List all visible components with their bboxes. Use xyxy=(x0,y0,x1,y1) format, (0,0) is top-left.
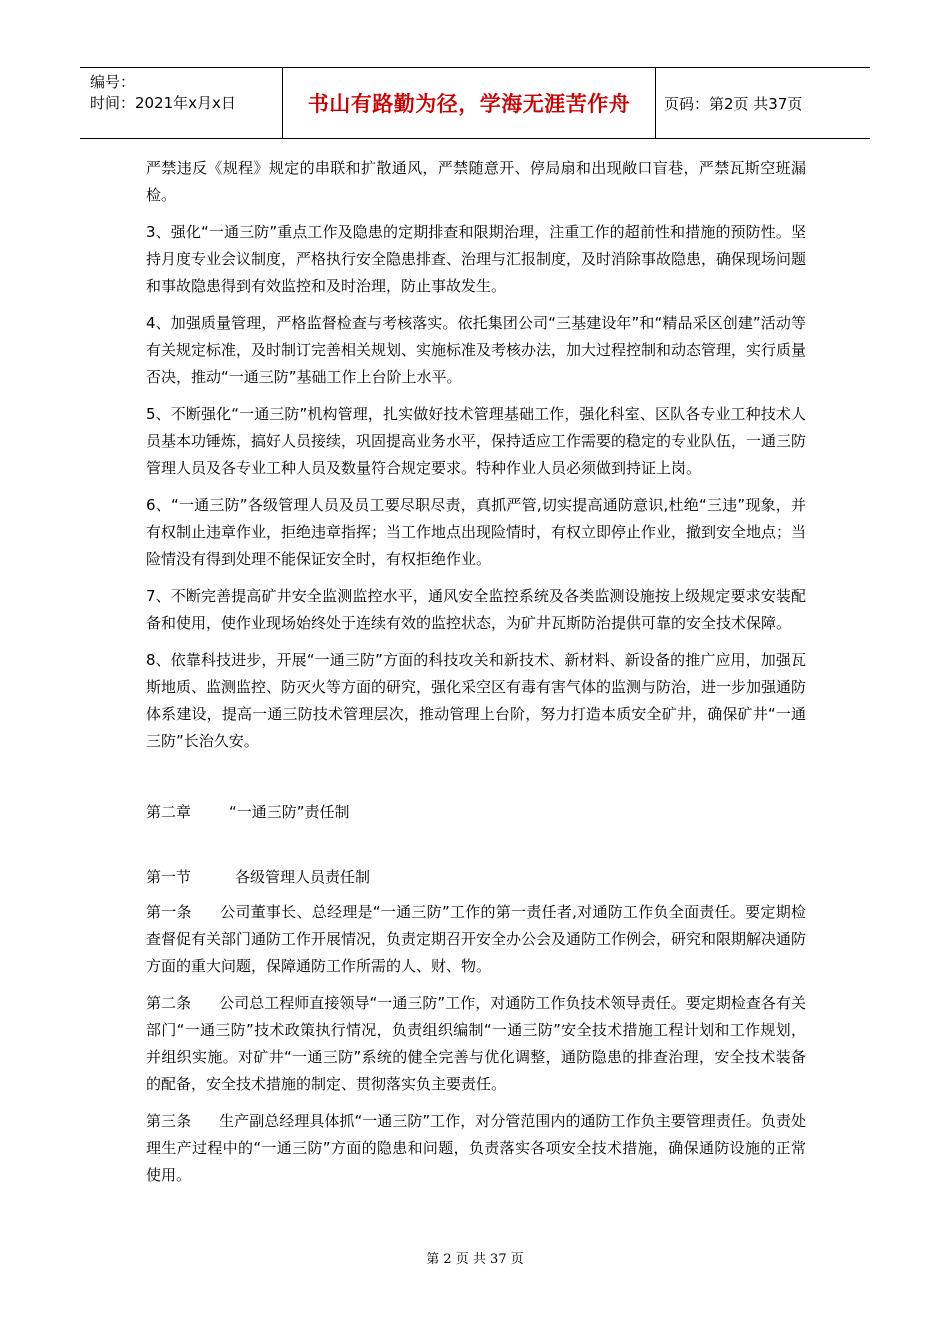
paragraph: 5、不断强化“一通三防”机构管理，扎实做好技术管理基础工作，强化科室、区队各专业工种技术人员基本功锤炼，搞好人员接续，巩固提高业务水平，保持适应工作需要的稳定的专业队伍，一通三防管理人员及各专业工种人员及数量符合规定要求。特种作业人员必须做到持证上岗。 xyxy=(146,405,807,477)
paragraph: 4、加强质量管理，严格监督检查与考核落实。依托集团公司“三基建设年”和“精品采区创建”活动等有关规定标准，及时制订完善相关规划、实施标准及考核办法，加大过程控制和动态管理，实行质量否决，推动“一通三防”基础工作上台阶上水平。 xyxy=(146,314,807,386)
paragraph: 7、不断完善提高矿井安全监测监控水平，通风安全监控系统及各类监测设施按上级规定要求安装配备和使用，使作业现场始终处于连续有效的监控状态，为矿井瓦斯防治提供可靠的安全技术保障。 xyxy=(146,587,806,632)
page-header xyxy=(80,67,870,139)
chapter-number: 第二章 xyxy=(146,803,192,821)
page-footer: 第 2 页 共 37 页 xyxy=(426,1252,524,1267)
section-heading xyxy=(146,864,806,891)
header-motto: 书山有路勤为径，学海无涯苦作舟 xyxy=(307,92,631,116)
article-text: 生产副总经理具体抓“一通三防”工作，对分管范围内的通防工作负主要管理责任。负责处理生产过程中的“一通三防”方面的隐患和问题，负责落实各项安全技术措施，确保通防设施的正常使用。 xyxy=(146,1112,806,1184)
header-page-info-cell xyxy=(656,68,870,138)
header-meta xyxy=(80,68,283,138)
article-number: 第三条 xyxy=(146,1112,192,1130)
article-text: 公司总工程师直接领导“一通三防”工作，对通防工作负技术领导责任。要定期检查各有关部门“一通三防”技术政策执行情况，负责组织编制“一通三防”安全技术措施工程计划和工作规划，并组织实施。对矿井“一通三防”系统的健全完善与优化调整，通防隐患的排查治理，安全技术装备的配备，安全技术措施的制定、贯彻落实负主要责任。 xyxy=(146,994,806,1093)
paragraph: 8、依靠科技进步，开展“一通三防”方面的科技攻关和新技术、新材料、新设备的推广应用，加强瓦斯地质、监测监控、防灭火等方面的研究，强化采空区有毒有害气体的监测与防治，进一步加强通防体系建设，提高一通三防技术管理层次，推动管理上台阶，努力打造本质安全矿井，确保矿井“一通三防”长治久安。 xyxy=(146,651,807,750)
article-number: 第二条 xyxy=(146,994,192,1012)
article-text: 公司董事长、总经理是“一通三防”工作的第一责任者,对通防工作负全面责任。要定期检查督促有关部门通防工作开展情况，负责定期召开安全办公会及通防工作例会，研究和限期解决通防方面的重大问题，保障通防工作所需的人、财、物。 xyxy=(146,903,807,975)
time-label: 时间：2021年x月x日 xyxy=(90,94,236,112)
section-number: 第一节 xyxy=(146,868,192,886)
chapter-heading xyxy=(146,799,806,826)
article xyxy=(146,1108,806,1189)
chapter-title: “一通三防”责任制 xyxy=(229,803,350,821)
paragraph: 严禁违反《规程》规定的串联和扩散通风，严禁随意开、停局扇和出现敞口盲巷，严禁瓦斯空班漏检。 xyxy=(146,159,806,204)
paragraph: 3、强化“一通三防”重点工作及隐患的定期排查和限期治理，注重工作的超前性和措施的预防性。坚持月度专业会议制度，严格执行安全隐患排查、治理与汇报制度，及时消除事故隐患，确保现场问题和事故隐患得到有效监控和及时治理，防止事故发生。 xyxy=(146,223,807,295)
article xyxy=(146,990,806,1098)
section-title: 各级管理人员责任制 xyxy=(235,868,371,886)
document-body xyxy=(146,155,806,1199)
header-motto-cell xyxy=(283,68,656,138)
paragraph: 6、“一通三防”各级管理人员及员工要尽职尽责，真抓严管,切实提高通防意识,杜绝“三违”现象，并有权制止违章作业，拒绝违章指挥；当工作地点出现险情时，有权立即停止作业，撤到安全地点；当险情没有得到处理不能保证安全时，有权拒绝作业。 xyxy=(146,496,807,568)
number-label: 编号： xyxy=(90,73,136,91)
article xyxy=(146,899,806,980)
article-number: 第一条 xyxy=(146,903,192,921)
header-page-info: 页码：第2页 共37页 xyxy=(664,94,803,113)
